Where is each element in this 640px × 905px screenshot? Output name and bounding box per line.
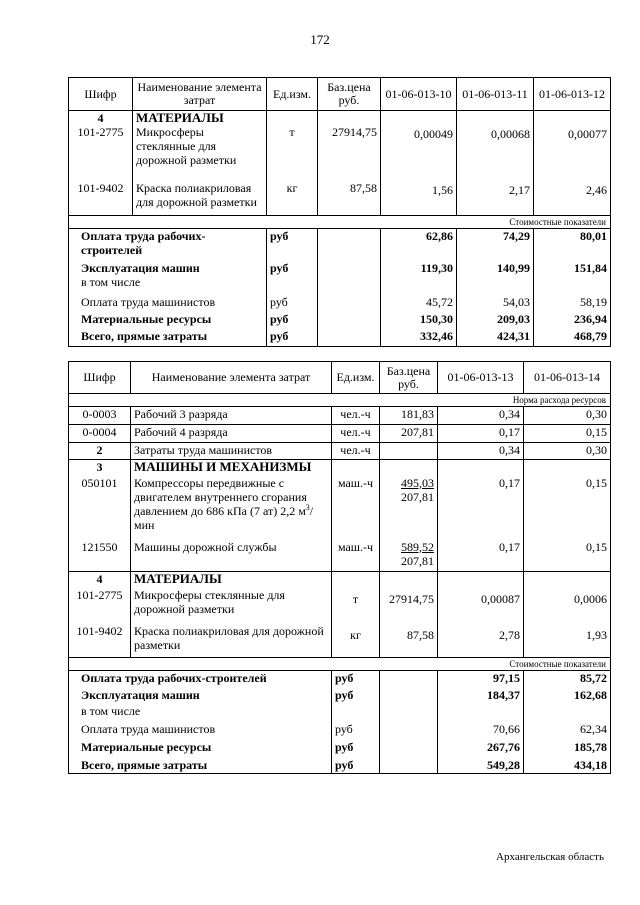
norm-caption: Норма расхода ресурсов — [69, 394, 611, 407]
row-value: 0,15 — [524, 425, 611, 443]
row-value: 1,93 — [524, 624, 611, 658]
cost-note: в том числе — [81, 703, 141, 718]
cost-caption: Стоимостные показатели — [69, 658, 611, 671]
row-name: Машины дорожной службы — [131, 540, 332, 572]
table-row — [69, 425, 611, 443]
row-code: 101-2775 — [77, 125, 124, 139]
resource-table-2 — [68, 361, 611, 774]
cost-note-row — [69, 704, 611, 722]
row-price: 207,81 — [380, 425, 438, 443]
cost-row — [69, 258, 611, 275]
row-value: 0,00087 — [438, 588, 524, 624]
row-value: 0,34 — [438, 443, 524, 460]
cost-value: 62,86 — [381, 228, 457, 258]
section-title: МАТЕРИАЛЫ — [133, 111, 267, 126]
price-main: 589,52 — [401, 539, 434, 554]
row-code: 101-9402 — [77, 181, 124, 195]
cost-name: Оплата труда рабочих-строителей — [81, 671, 267, 685]
cost-name: Оплата труда рабочих-строителей — [81, 228, 206, 257]
cost-caption-row — [69, 215, 611, 228]
cost-unit: руб — [332, 722, 380, 740]
col-header-unit: Ед.изм. — [267, 78, 318, 111]
row-code: 0-0003 — [69, 407, 131, 425]
norm-caption-row — [69, 394, 611, 407]
row-value: 2,78 — [438, 624, 524, 658]
row-price: 27914,75 — [318, 125, 381, 181]
resource-table-1 — [68, 77, 611, 347]
cost-name: Материальные ресурсы — [81, 739, 212, 754]
cost-unit: руб — [332, 758, 380, 774]
cost-note: в том числе — [81, 275, 141, 289]
cost-caption: Стоимостные показатели — [69, 215, 611, 228]
section-row — [69, 460, 611, 476]
cost-unit: руб — [267, 312, 318, 329]
cost-value: 62,34 — [524, 722, 611, 740]
table-header — [69, 78, 611, 111]
cost-unit: руб — [267, 329, 318, 346]
row-unit: чел.-ч — [332, 407, 380, 425]
col-header-code-13: 01-06-013-13 — [438, 362, 524, 394]
row-unit: маш.-ч — [332, 540, 380, 572]
table-header — [69, 362, 611, 394]
cost-value: 45,72 — [381, 295, 457, 312]
row-price — [380, 540, 438, 572]
row-unit: чел.-ч — [332, 443, 380, 460]
cost-value: 332,46 — [381, 329, 457, 346]
cost-note-row — [69, 275, 611, 295]
col-header-code-10: 01-06-013-10 — [381, 78, 457, 111]
cost-row — [69, 722, 611, 740]
row-name: Рабочий 4 разряда — [131, 425, 332, 443]
price-main: 495,03 — [401, 475, 434, 490]
row-name: Микросферы стеклянные для дорожной разметки — [133, 125, 267, 181]
row-value: 0,30 — [524, 443, 611, 460]
cost-value: 151,84 — [534, 258, 611, 275]
row-name: Микросферы стеклянные для дорожной разметки — [131, 588, 332, 624]
row-value: 0,0006 — [524, 588, 611, 624]
cost-value: 74,29 — [457, 228, 534, 258]
section-number: 4 — [96, 572, 103, 586]
row-price: 181,83 — [380, 407, 438, 425]
cost-name: Эксплуатация машин — [81, 261, 200, 275]
cost-value: 80,01 — [534, 228, 611, 258]
cost-unit: руб — [332, 740, 380, 758]
cost-row — [69, 295, 611, 312]
footer-region: Архангельская область — [496, 851, 604, 863]
cost-row — [69, 228, 611, 258]
cost-value: 97,15 — [438, 671, 524, 688]
table-row — [69, 181, 611, 215]
table-row — [69, 624, 611, 658]
table-row — [69, 540, 611, 572]
cost-value: 424,31 — [457, 329, 534, 346]
cost-name: Материальные ресурсы — [81, 312, 212, 326]
cost-unit: руб — [267, 258, 318, 275]
col-header-unit: Ед.изм. — [332, 362, 380, 394]
row-unit: чел.-ч — [332, 425, 380, 443]
row-value: 0,17 — [438, 540, 524, 572]
cost-value: 267,76 — [438, 740, 524, 758]
price-secondary: 207,81 — [401, 489, 434, 504]
row-code: 0-0004 — [69, 425, 131, 443]
cost-value: 549,28 — [438, 758, 524, 774]
cost-value: 119,30 — [381, 258, 457, 275]
row-price — [380, 476, 438, 540]
row-value: 0,34 — [438, 407, 524, 425]
cost-row — [69, 671, 611, 688]
row-value: 0,00049 — [381, 125, 457, 181]
row-unit: маш.-ч — [332, 476, 380, 540]
row-price: 87,58 — [380, 624, 438, 658]
row-name: Краска полиакриловая для дорожной разметки — [133, 181, 267, 215]
cost-value: 58,19 — [534, 295, 611, 312]
row-name — [131, 476, 332, 540]
price-secondary: 207,81 — [401, 553, 434, 568]
table-row — [69, 443, 611, 460]
row-value: 0,00077 — [534, 125, 611, 181]
row-value: 1,56 — [381, 181, 457, 215]
row-value: 0,17 — [438, 425, 524, 443]
cost-name: Оплата труда машинистов — [81, 295, 216, 309]
cost-name: Всего, прямые затраты — [81, 329, 208, 343]
cost-value: 236,94 — [534, 312, 611, 329]
cost-row — [69, 740, 611, 758]
cost-value: 54,03 — [457, 295, 534, 312]
row-unit: т — [267, 125, 318, 181]
cost-row — [69, 312, 611, 329]
row-name: Краска полиакриловая для дорожной разметки — [131, 624, 332, 658]
cost-value: 85,72 — [524, 671, 611, 688]
row-value: 0,00068 — [457, 125, 534, 181]
row-value: 0,15 — [524, 476, 611, 540]
section-row — [69, 111, 611, 126]
col-header-code-14: 01-06-013-14 — [524, 362, 611, 394]
col-header-name: Наименование элемента затрат — [133, 78, 267, 111]
table-row — [69, 407, 611, 425]
col-header-code: Шифр — [69, 78, 133, 111]
row-unit: т — [332, 588, 380, 624]
page-number: 172 — [310, 32, 330, 47]
cost-row — [69, 688, 611, 704]
row-value: 0,17 — [438, 476, 524, 540]
section-title: МАТЕРИАЛЫ — [131, 572, 332, 588]
cost-unit: руб — [267, 228, 318, 258]
cost-row — [69, 329, 611, 346]
table-row — [69, 588, 611, 624]
cost-value: 140,99 — [457, 258, 534, 275]
section-number: 4 — [97, 111, 104, 125]
col-header-code-11: 01-06-013-11 — [457, 78, 534, 111]
cost-value: 162,68 — [524, 688, 611, 704]
row-value: 0,15 — [524, 540, 611, 572]
cost-value: 209,03 — [457, 312, 534, 329]
cost-unit: руб — [332, 671, 380, 688]
col-header-name: Наименование элемента затрат — [131, 362, 332, 394]
row-unit: кг — [267, 181, 318, 215]
table-row — [69, 125, 611, 181]
row-code: 101-2775 — [76, 587, 123, 602]
row-price: 27914,75 — [380, 588, 438, 624]
row-name: Рабочий 3 разряда — [131, 407, 332, 425]
cost-unit: руб — [332, 688, 380, 704]
table-row — [69, 476, 611, 540]
unit-suffix: /мин — [134, 503, 314, 532]
section-number: 3 — [96, 460, 103, 474]
cost-name: Всего, прямые затраты — [81, 757, 208, 772]
cost-value: 184,37 — [438, 688, 524, 704]
cost-value: 468,79 — [534, 329, 611, 346]
row-code: 101-9402 — [76, 623, 123, 638]
cost-caption-row — [69, 658, 611, 671]
section-row — [69, 572, 611, 588]
row-code: 050101 — [81, 475, 118, 490]
row-code: 2 — [69, 443, 131, 460]
cost-value: 434,18 — [524, 758, 611, 774]
row-code: 121550 — [69, 540, 131, 572]
cost-value: 150,30 — [381, 312, 457, 329]
col-header-price: Баз.цена руб. — [380, 362, 438, 394]
unit-symbol: м — [298, 503, 306, 518]
row-price: 87,58 — [318, 181, 381, 215]
row-value: 2,17 — [457, 181, 534, 215]
col-header-price: Баз.цена руб. — [318, 78, 381, 111]
cost-name: Эксплуатация машин — [81, 687, 200, 702]
section-title: МАШИНЫ И МЕХАНИЗМЫ — [131, 460, 332, 476]
row-unit: кг — [332, 624, 380, 658]
row-name-text: Компрессоры передвижные с двигателем внутреннего сгорания давлением до 686 кПа (7 ат) 2,2 — [134, 475, 307, 518]
cost-unit: руб — [267, 295, 318, 312]
col-header-code: Шифр — [83, 370, 116, 384]
cost-value: 185,78 — [524, 740, 611, 758]
cost-row — [69, 758, 611, 774]
col-header-code-12: 01-06-013-12 — [534, 78, 611, 111]
row-value: 2,46 — [534, 181, 611, 215]
cost-name: Оплата труда машинистов — [81, 721, 216, 736]
unit-superscript: 3 — [305, 502, 310, 512]
row-value: 0,30 — [524, 407, 611, 425]
cost-value: 70,66 — [438, 722, 524, 740]
row-name: Затраты труда машинистов — [131, 443, 332, 460]
